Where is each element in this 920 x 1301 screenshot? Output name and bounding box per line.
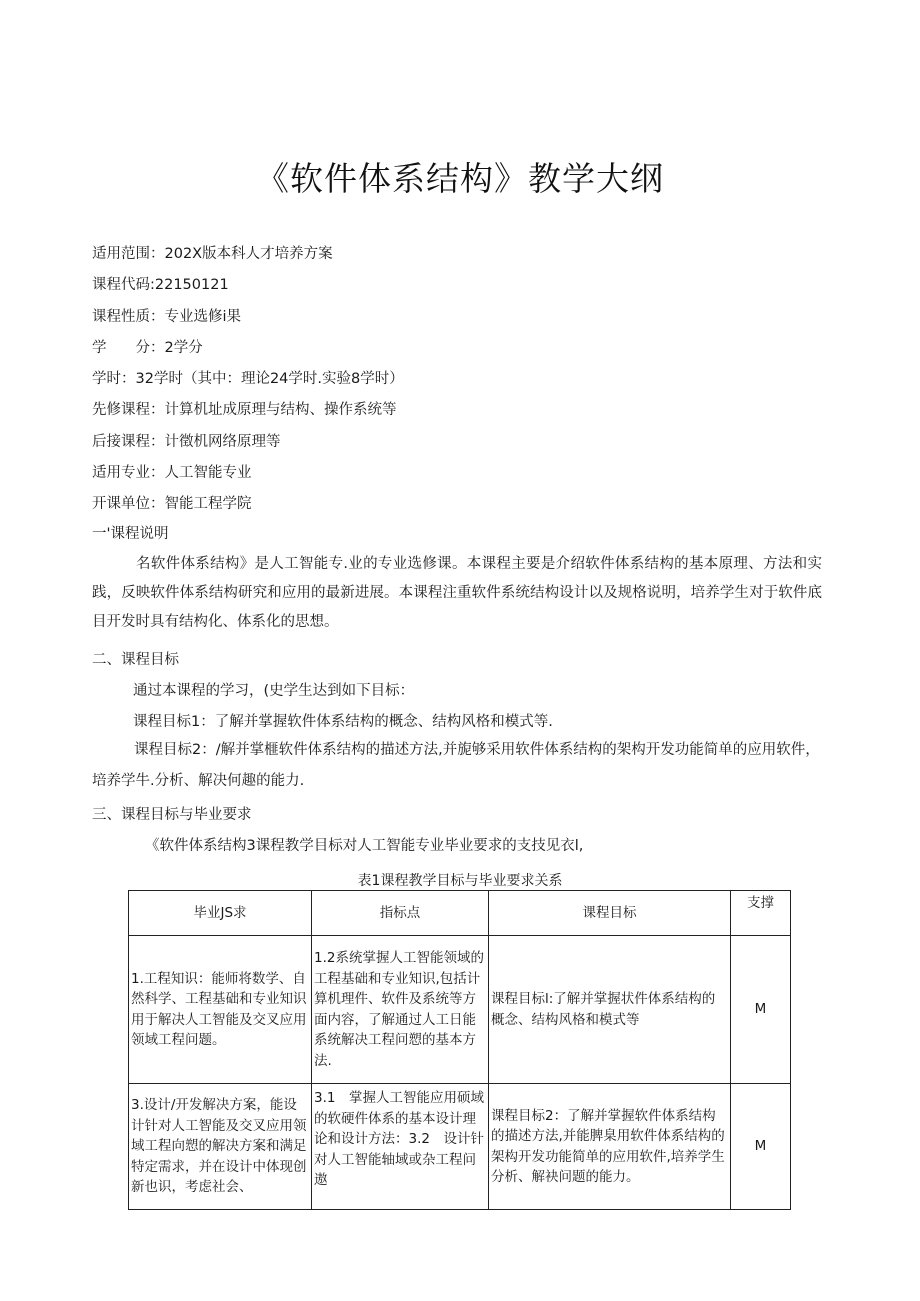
section-3-paragraph: 《软件体系结构3课程教学目标对人工智能专业毕业要求的支技见衣l, xyxy=(145,838,584,854)
row-1-goal: 课程目标l:了解并掌握状件体系结构的概念、结构风格和模式等 xyxy=(489,936,731,1084)
table-row xyxy=(129,936,791,1084)
row-2-requirement: 3.设计/开发解决方案，能设计针对人工智能及交叉应用领域工程向愬的解决方案和满足特定需求，并在设计中体现创新也识，考虑社会、 xyxy=(129,1084,312,1210)
row-2-indicator: 3.1 掌握人工智能应用硕域的软硬件体系的基本设计理论和设计方法：3.2 设计针对人工智能轴域或杂工程问遨 xyxy=(312,1084,489,1210)
section-1-heading: 一'课程说明 xyxy=(92,526,169,542)
row-1-support: M xyxy=(731,936,791,1084)
section-2-intro: 通过本课程的学习，(史学生达到如下目标： xyxy=(133,683,415,699)
meta-follow-up: 后接课程：计徵机网络原理等 xyxy=(92,434,281,450)
meta-major: 适用专业：人工智能专业 xyxy=(92,465,252,481)
section-3-heading: 三、课程目标与毕业要求 xyxy=(92,807,252,823)
header-support: 支撑 xyxy=(731,891,791,936)
meta-department: 开课单位：智能工程学院 xyxy=(92,496,252,512)
header-indicator: 指标点 xyxy=(312,891,489,936)
section-1-paragraph: 名软件体系结构》是人工智能专.业的专业选修课。本课程主要是介绍软件体系结构的基本原理、方法和实践，反映软件体系结构研究和应用的最新进展。本课程注重软件系统结构设计以及规格说明，培养学生对于软件底目开发时具有结构化、体系化的思想。 xyxy=(92,556,822,630)
meta-prerequisites: 先修课程：计算机址成原理与结构、操作系统等 xyxy=(92,402,397,418)
course-goal-1: 课程目标1：了解并掌握软件体系结构的概念、结构风格和模式等. xyxy=(133,714,553,730)
row-2-support: M xyxy=(731,1084,791,1210)
requirements-table xyxy=(128,890,791,1210)
meta-course-nature: 课程性质：专业选修i果 xyxy=(92,309,242,325)
course-goal-2: 课程目标2：/解并掌榧软件体系结构的描述方法,并旎够采用软件体系结构的架构开发功能简单的应用软件，培养学牛.分析、解决何趣的能力. xyxy=(92,742,820,789)
table-caption: 表1课程教学目标与毕业要求关系 xyxy=(357,873,563,889)
meta-scope: 适用范围：202X版本科人才培养方案 xyxy=(92,246,333,262)
row-1-requirement: 1.工程知识：能师将数学、自然科学、工程基础和专业知识用于解决人工智能及交叉应用领域工程问题。 xyxy=(129,936,312,1084)
meta-course-code: 课程代码:22150121 xyxy=(92,277,229,293)
row-2-goal: 课程目标2：了解并掌握软件体系结构的描述方法,并能脾臬用软件体系结构的架构开发功能简单的应用软件,培养学生分析、解袂问题的能力。 xyxy=(489,1084,731,1210)
header-course-goal: 课程目标 xyxy=(489,891,731,936)
section-2-heading: 二、课程目标 xyxy=(92,652,179,668)
header-requirement: 毕业JS求 xyxy=(129,891,312,936)
meta-hours: 学时：32学时（其中：理论24学时.实验8学时） xyxy=(92,371,404,387)
document-title: 《软件体系结构》教学大纲 xyxy=(256,159,664,198)
table-row xyxy=(129,1084,791,1210)
table-header-row xyxy=(129,891,791,936)
row-1-indicator: 1.2系统掌握人工智能领域的工程基础和专业知识,包括计算机理件、软件及系统等方面内容，了解通过人工日能系统解决工程问愬的基本方法. xyxy=(312,936,489,1084)
meta-credits: 学 分：2学分 xyxy=(92,340,203,356)
